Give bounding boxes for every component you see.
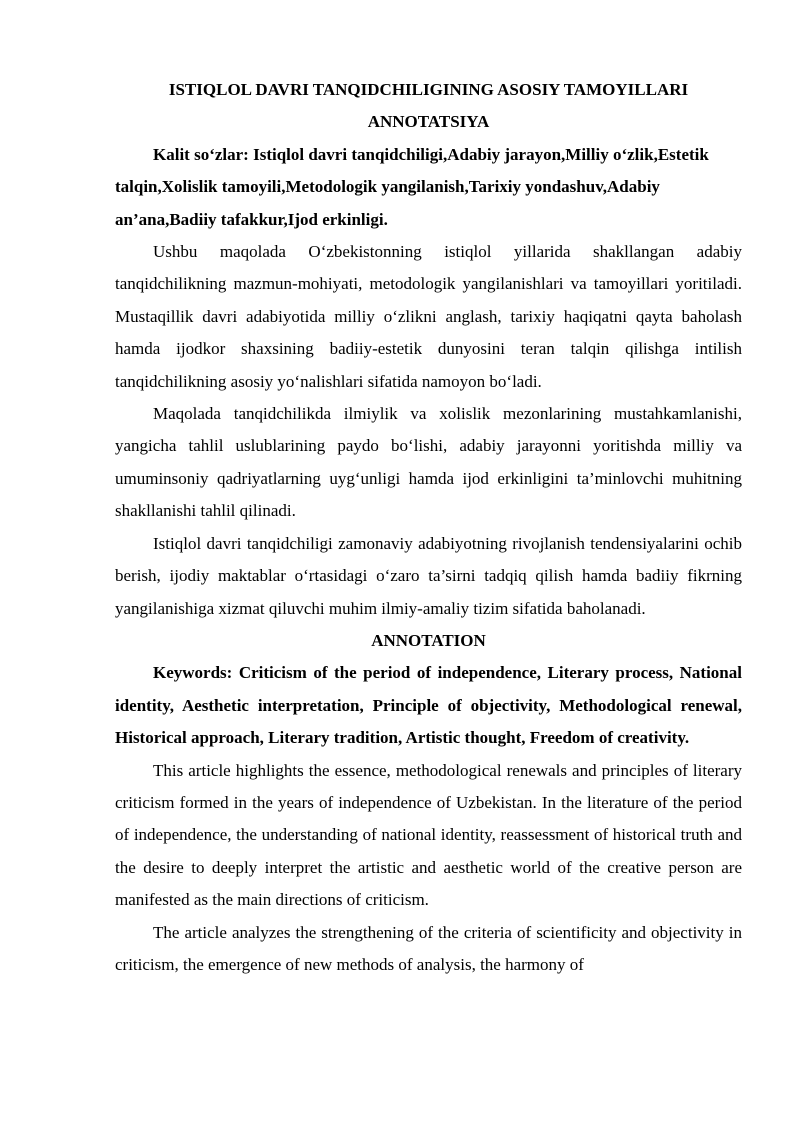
uz-paragraph: Ushbu maqolada O‘zbekistonning istiqlol yillarida shakllangan adabiy tanqidchilikning mazmun-mohiyati, metodologik yangilanishlari va tamoyillari yoritiladi. Mustaqillik davri adabiyotida milliy o‘zlikni anglash, tarixiy haqiqatni qayta baholash hamda ijodkor shaxsining badiiy-estetik dunyosini teran talqin qilishga intilish tanqidchilikning asosiy yo‘nalishlari sifatida namoyon bo‘ladi. [115,242,742,391]
uz-paragraph: Istiqlol davri tanqidchiligi zamonaviy adabiyotning rivojlanish tendensiyalarini ochib berish, ijodiy maktablar o‘rtasidagi o‘zaro ta’sirni tadqiq qilish hamda badiiy fikrning yangilanishiga xizmat qiluvchi muhim ilmiy-amaliy tizim sifatida baholanadi. [115,533,742,618]
article-title: ISTIQLOL DAVRI TANQIDCHILIGINING ASOSIY TAMOYILLARI [168,80,689,99]
en-keywords: Keywords: Criticism of the period of independence, Literary process, National identity, Aesthetic interpretation, Principle of objectivity, Methodological renewal, Historical approach, Literary tradition, Artistic thought, Freedom of creativity. [115,663,742,748]
uz-keywords: Kalit so‘zlar: Istiqlol davri tanqidchiligi,Adabiy jarayon,Milliy o‘zlik,Estetik talqin,Xolislik tamoyili,Metodologik yangilanish,Tarixiy yondashuv,Adabiy an’ana,Badiiy tafakkur,Ijod erkinligi. [115,144,709,229]
page-content [115,74,742,981]
en-paragraph: This article highlights the essence, methodological renewals and principles of literary criticism formed in the years of independence of Uzbekistan. In the literature of the period of independence, the understanding of national identity, reassessment of historical truth and the desire to deeply interpret the artistic and aesthetic world of the creative person are manifested as the main directions of criticism. [115,760,742,910]
uz-paragraph: Maqolada tanqidchilikda ilmiylik va xolislik mezonlarining mustahkamlanishi, yangicha tahlil uslublarining paydo bo‘lishi, adabiy jarayonni yoritishda milliy va umuminsoniy qadriyatlarning uyg‘unligi hamda ijod erkinligini ta’minlovchi muhitning shakllanishi tahlil qilinadi. [115,404,742,521]
uz-annotation-heading: ANNOTATSIYA [367,112,490,132]
en-paragraph: The article analyzes the strengthening of the criteria of scientificity and objectivity in criticism, the emergence of new methods of analysis, the harmony of [115,922,742,974]
en-annotation-heading: ANNOTATION [371,630,486,650]
